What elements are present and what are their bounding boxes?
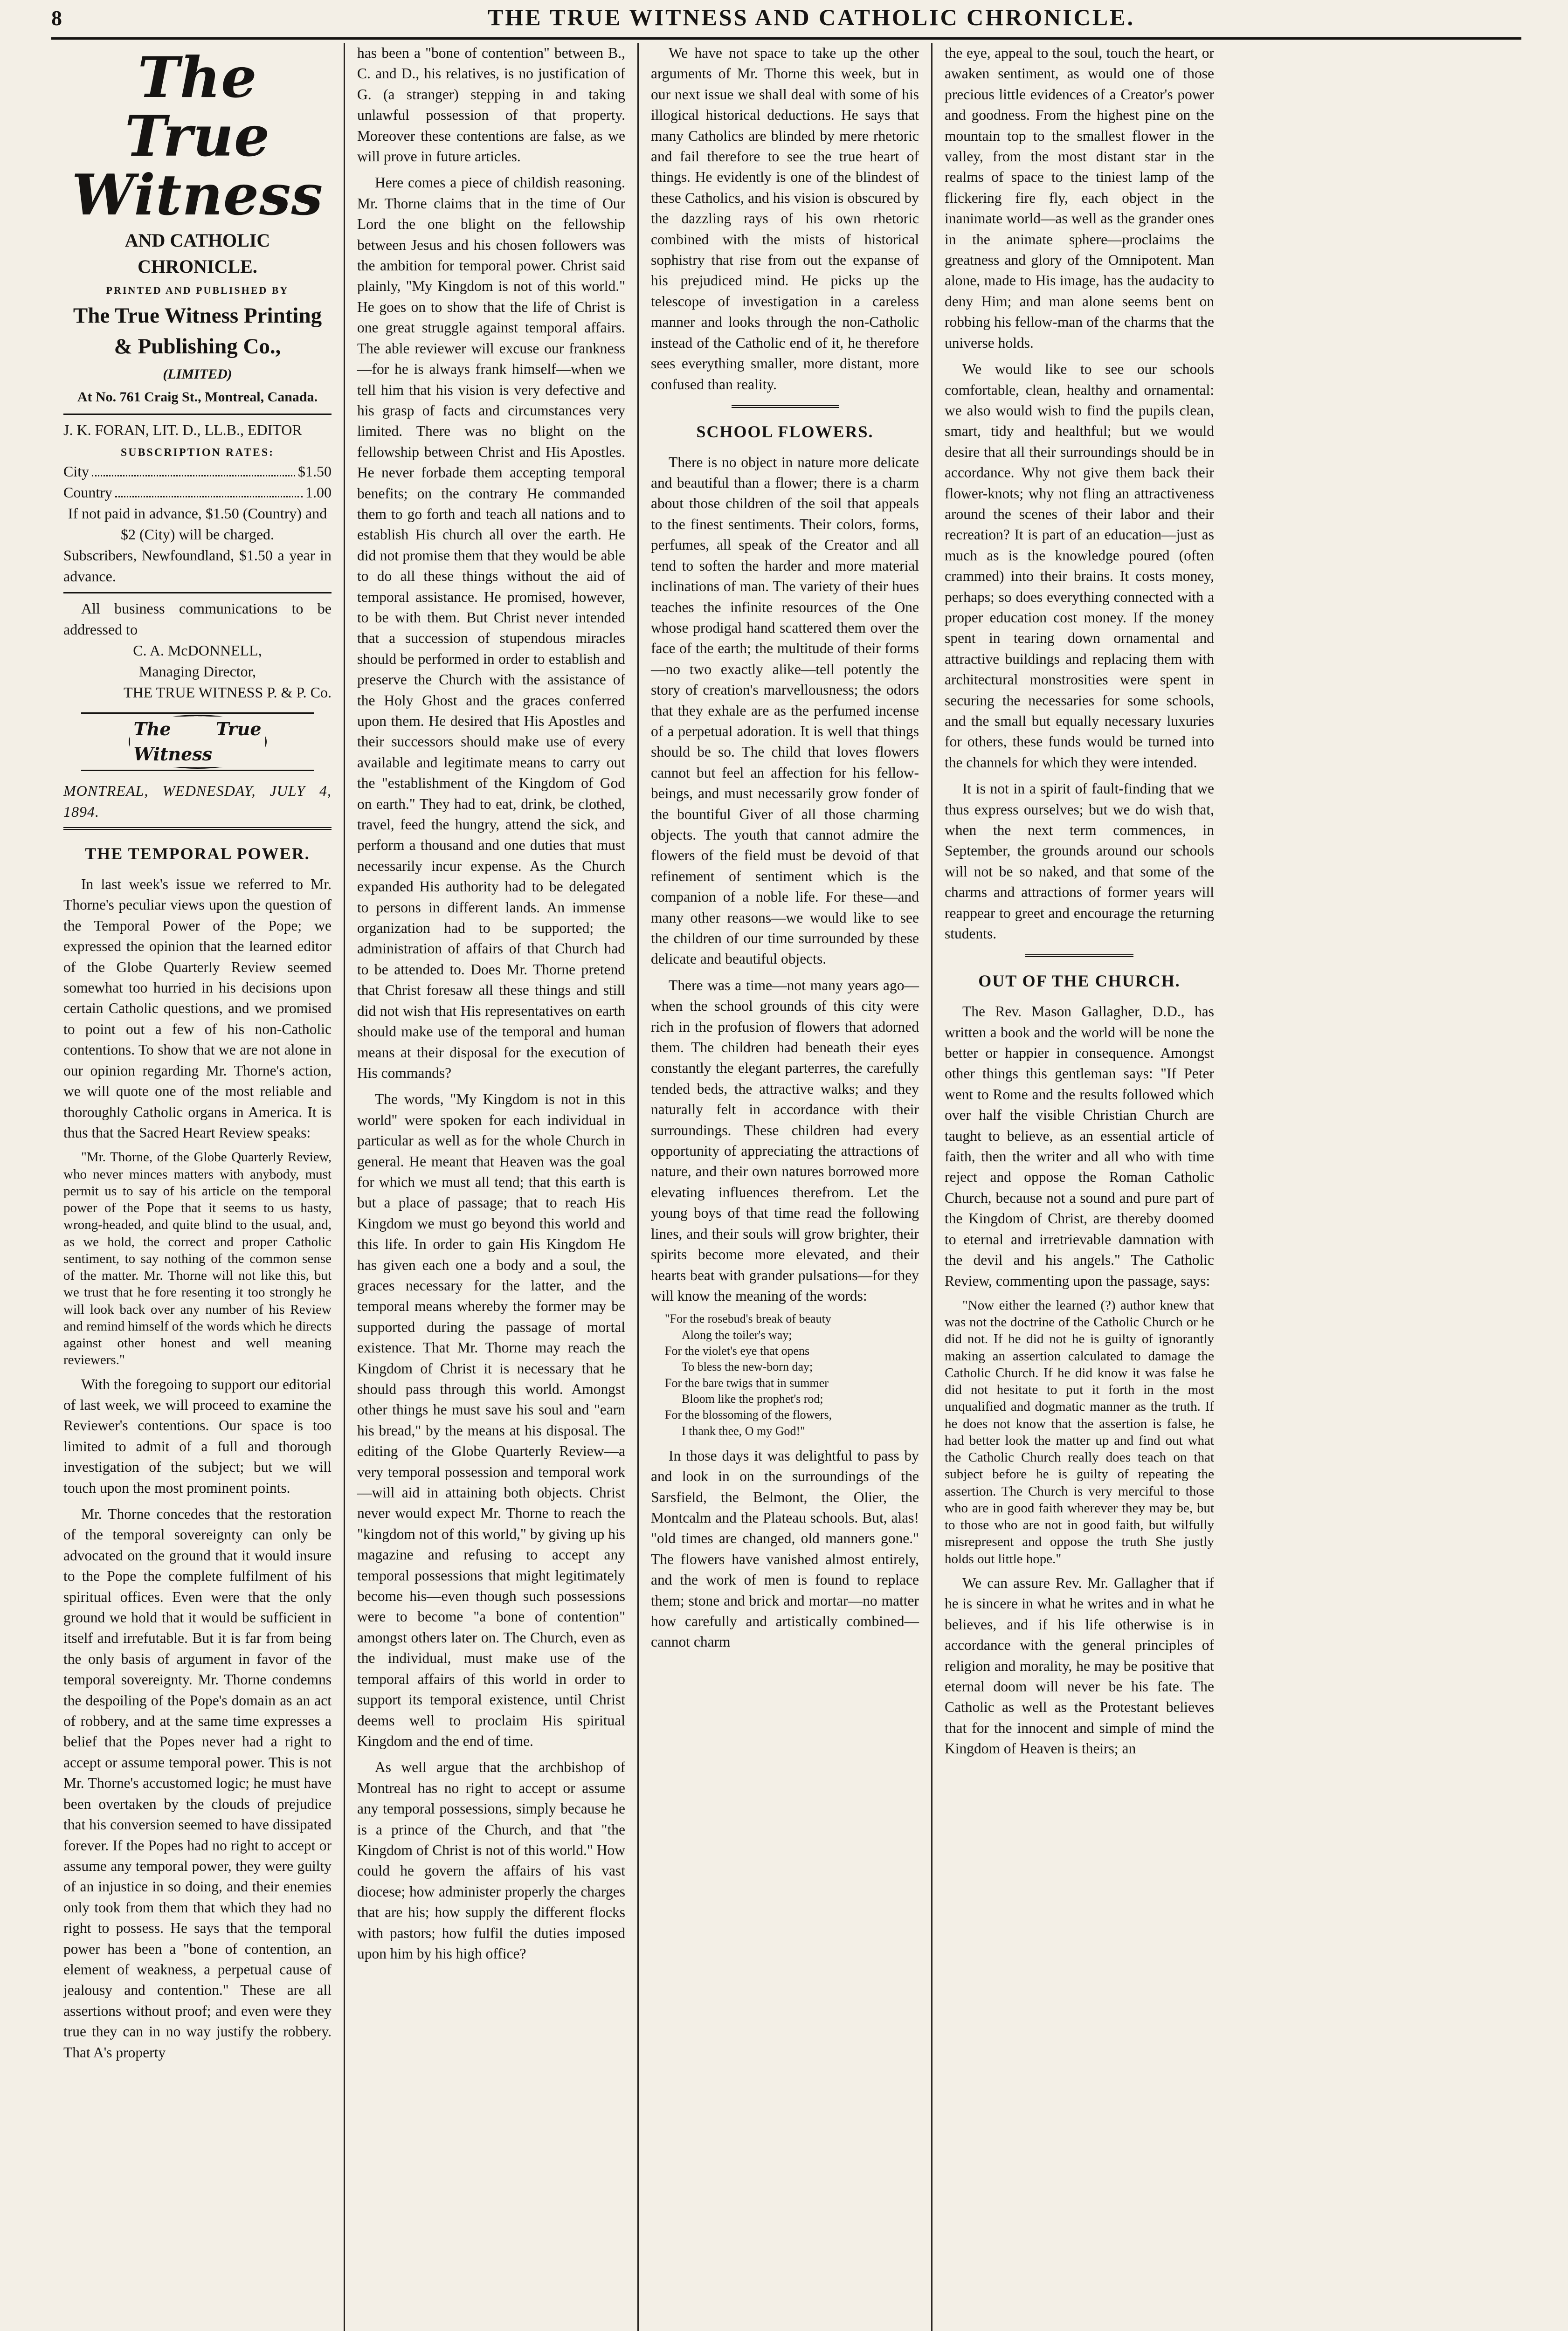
publisher-name: The True Witness Printing & Publishing Co.,: [73, 303, 322, 359]
poem-line: For the blossoming of the flowers,: [665, 1408, 832, 1422]
paragraph: The words, "My Kingdom is not in this world" were spoken for each individual in particular as well as for the whole Church in general. He meant that Heaven was the goal for which we must all tend; that this earth is but a place of passage; that to reach His Kingdom we must go beyond this world and this life. In order to gain His Kingdom He has given each one a body and a soul, the graces necessary for the latter, and the temporal means whereby the former may be supported during the passage of mortal existence. That Mr. Thorne may reach the Kingdom of Christ it is necessary that he should pass through this world. Amongst other things he must save his soul and "earn his bread," by the means at his disposal. The editing of the Globe Quarterly Review—a very temporal possession and temporal work—will aid in attaining both objects. Christ never would expect Mr. Thorne to reach the "kingdom not of this world," by giving up his magazine and refusing to accept any temporal possessions that might legitimately become his—even though such possessions were to become "a bone of contention" amongst others later on. The Church, even as the individual, must make use of the temporal affairs of this world in order to support its temporal existence, until Christ deems well to proclaim His spiritual Kingdom and the end of time.: [357, 1091, 625, 1749]
director-title: Managing Director,: [138, 662, 256, 680]
leader-dots: [92, 461, 295, 476]
rate-price: 1.00: [305, 483, 332, 501]
poem-line: Bloom like the prophet's rod;: [682, 1392, 823, 1406]
leader-dots: [115, 482, 303, 497]
column-1: [51, 43, 345, 2331]
column-4: [933, 43, 1226, 2331]
masthead-title: The True Witness: [71, 45, 324, 228]
poem-line: I thank thee, O my God!": [682, 1424, 805, 1438]
column-3: [639, 43, 933, 2331]
printed-by: PRINTED AND PUBLISHED BY: [106, 284, 289, 296]
paragraph: has been a "bone of contention" between B., C. and D., his relatives, is no justification of G. (a stranger) stepping in and taking unlawful possession of that property. Moreover these contentions are false, as we will prove in future articles.: [357, 45, 625, 165]
block-quote: "Mr. Thorne, of the Globe Quarterly Review, who never minces matters with anybody, must permit us to say of his article on the temporal power of the Pope that it seems to us hasty, wrong-headed, and quite blind to the usual, and, as we hold, the correct and proper Catholic sentiment, to say nothing of the common sense of the matter. Mr. Thorne will not like this, but we trust that he fore resenting it too strongly he will look back over any number of his Review and remind himself of the words which he directs against other honest and well meaning reviewers.": [63, 1150, 332, 1368]
editor-line: J. K. FORAN, LIT. D., LL.B., EDITOR: [63, 421, 302, 438]
rate-row: [63, 461, 332, 482]
paragraph: the eye, appeal to the soul, touch the heart, or awaken sentiment, as would one of those precious little evidences of a Creator's power and goodness. From the highest pine on the mountain top to the smallest flower in the valley, from the most distant star in the realms of space to the tiniest lamp of the flickering fire fly, each object in the inanimate world—as well as the grander ones in the animate sphere—proclaims the greatness and glory of the Omnipotent. Man alone, made to His image, has the audacity to deny Him; and man alone seems bent on robbing his fellow-man of the charms that the universe holds.: [945, 45, 1214, 351]
paragraph: In last week's issue we referred to Mr. Thorne's peculiar views upon the question of the Temporal Power of the Pope; we expressed the opinion that the learned editor of the Globe Quarterly Review seemed somewhat too hurried in his decisions upon certain Catholic questions, and we promised to point out a few of his non-Catholic contentions. To show that we are not alone in our opinion regarding Mr. Thorne's action, we will quote one of the most reliable and thoroughly Catholic organs in America. It is thus that the Sacred Heart Review speaks:: [63, 876, 332, 1141]
rate-label: Country: [63, 483, 112, 501]
paragraph: There is no object in nature more delicate and beautiful than a flower; there is a charm about those children of the soil that appeals to the finest sentiments. Their colors, forms, perfumes, all speak of the Creator and all tend to soften the harder and more material inclinations of man. The variety of their hues teaches the infinite resources of the One whose prodigal hand scattered them over the face of the earth; the multitude of their forms—no two exactly alike—tell potently the story of creation's marvellousness; the odors that they exhale are as the perfumed incense of a perpetual adoration. It is well that things should be so. The child that loves flowers cannot but feel an affection for his fellow-beings, and must necessarily grow fonder of the bountiful Giver of all those charming objects. The youth that cannot admire the flowers of the field must be devoid of that refinement of sentiment which is the companion of a noble life. For these—and many other reasons—we would like to see the children of our time surrounded by these delicate and beautiful objects.: [651, 454, 919, 967]
subscription-heading: SUBSCRIPTION RATES:: [120, 447, 275, 459]
director-company: THE TRUE WITNESS P. & P. Co.: [124, 683, 332, 701]
divider: [63, 592, 332, 593]
seal-emblem: [129, 715, 267, 769]
director-name: C. A. McDONNELL,: [133, 641, 262, 659]
divider: [732, 405, 839, 408]
paragraph: We can assure Rev. Mr. Gallagher that if he is sincere in what he writes and in what he believes, and if his life otherwise is in accordance with the general principles of religion and morality, he may be positive that eternal doom will never be his fate. The Catholic as well as the Protestant believes that for the innocent and simple of mind the Kingdom of Heaven is theirs; an: [945, 1574, 1214, 1757]
block-quote: "Now either the learned (?) author knew that was not the doctrine of the Catholic Church or he did not. If he did not he is guilty of ignorantly making an assertion calculated to damage the Catholic Church. If he did know it was false he did not hesitate to put it forth in the most unqualified and dogmatic manner as the truth. If he does not know that the assertion is false, he had better look the matter up and find out what the Catholic Church really does teach on that subject before he is guilty of repeating the assertion. The Church is very merciful to those who are in good faith wherever they may be, but to those who are not in good faith, but wilfully misrepresent and oppose the truth She justly holds out little hope.": [945, 1297, 1214, 1566]
divider: [63, 414, 332, 415]
paragraph: With the foregoing to support our editorial of last week, we will proceed to examine the Reviewer's contentions. Our space is too limited to admit of a full and thorough investigation of the subject; but we will touch upon the most prominent points.: [63, 1376, 332, 1496]
paragraph: Mr. Thorne concedes that the restoration of the temporal sovereignty can only be advocated on the ground that it would insure to the Pope the complete fulfilment of his spiritual offices. Even were that the only ground we hold that it would be sufficient in itself and irrefutable. But it is far from being the only basis of argument in favor of the temporal sovereignty. Mr. Thorne condemns the despoiling of the Pope's domain as an act of robbery, and at the same time expresses a belief that the Popes never had a right to accept or assume temporal power. This is not Mr. Thorne's accustomed logic; he must have been overtaken by the clouds of prejudice that his conversion seemed to have dissipated forever. If the Popes had no right to accept or assume any temporal power, they were guilty of an injustice in so doing, and their enemies only took from them that which they had no right to possess. He says that the temporal power has been a "bone of contention, an element of weakness, a perpetual cause of jealousy and contention." These are all assertions without proof; and even were they true they can in no way justify the robbery. That A's property: [63, 1506, 332, 2061]
header-rule: [51, 37, 1521, 40]
article-heading: OUT OF THE CHURCH.: [978, 972, 1181, 991]
paragraph: We would like to see our schools comfortable, clean, healthy and ornamental: we also would wish to find the pupils clean, smart, tidy and healthful; but we would desire that all their surroundings should be in accordance. Why not give them back their flower-knots; why not fling an attractiveness around the scenes of their labor and their recreation? It is part of an education—just as much as is the knowledge poured (often crammed) into their brains. It costs money, perhaps; so does everything connected with a proper education cost money. If the money spent in tearing down ornamental and attractive buildings and replacing them with architectural monstrosities were spent in securing the necessaries for some schools, and the small but equally necessary luxuries for others, these funds would be turned into the channels for which they were intended.: [945, 361, 1214, 771]
rate-price: $1.50: [298, 462, 332, 480]
poem-line: For the violet's eye that opens: [665, 1344, 810, 1358]
rate-label: City: [63, 462, 90, 480]
paragraph: The Rev. Mason Gallagher, D.D., has written a book and the world will be none the better or happier in consequence. Amongst other things this gentleman says: "If Peter went to Rome and the results followed which over half the visible Christian Church are taught to believe, as an essential article of faith, then the writer and all who with time reject and oppose the Roman Catholic Church, because not a sound and pure part of the Kingdom of Christ, are thereby doomed to eternal and irretrievable damnation with the devil and his angels." The Catholic Review, commenting upon the passage, says:: [945, 1003, 1214, 1289]
rate-row: [63, 482, 332, 503]
paragraph: As well argue that the archbishop of Montreal has no right to accept or assume any temporal possessions, simply because he is a prince of the Church, and that "the Kingdom of Christ is not of this world." How could he govern the affairs of his vast diocese; how administer properly the charges that are his; how supply the different flocks with pastors; how fulfil the duties imposed upon him by his high office?: [357, 1759, 625, 1962]
poem-line: For the bare twigs that in summer: [665, 1376, 829, 1390]
paragraph: We have not space to take up the other arguments of Mr. Thorne this week, but in our next issue we shall deal with some of his illogical historical deductions. He says that many Catholics are blinded by mere rhetoric and fail therefore to see the true heart of things. He evidently is one of the blindest of these Catholics, and his vision is obscured by the dazzling rays of his own rhetoric combined with the mists of historical sophistry that rise from out the expanse of his prejudiced mind. He picks up the telescope of investigation in a careless manner and looks through the non-Catholic instead of the Catholic end of it, he therefore sees everything smaller, more distant, more confused than reality.: [651, 45, 919, 393]
running-head: THE TRUE WITNESS AND CATHOLIC CHRONICLE.: [487, 4, 1135, 30]
page-number: 8: [51, 6, 62, 30]
poem: [665, 1311, 919, 1439]
article-heading: THE TEMPORAL POWER.: [85, 844, 310, 863]
poem-line: To bless the new-born day;: [682, 1360, 813, 1374]
seal-text: The True Witness: [130, 717, 265, 766]
paragraph: Here comes a piece of childish reasoning. Mr. Thorne claims that in the time of Our Lord the one blight on the fellowship between Jesus and his chosen followers was the ambition for temporal power. Christ said plainly, "My Kingdom is not of this world." He goes on to show that the life of Christ is one great struggle against temporal affairs. The able reviewer will excuse our frankness—for he is always frank himself—when we tell him that his vision is very defective and his grasp of facts and circumstances very limited. There was no blight on the fellowship between Christ and His Apostles. He never forbade them accepting temporal benefits; on the contrary He commanded them to go forth and teach all nations and to establish His church all over the earth. He did not promise them that they would be able to do all these things without the aid of temporal assistance. He promised, however, to be with them. But Christ never intended that a succession of stupendous miracles should be performed in order to establish and preserve the Church with the assistance of the Holy Ghost and the graces conferred upon them. He desired that His Apostles and their successors should make use of every available and legitimate means to carry out the "establishment of the Kingdom of God on earth." They had to eat, drink, be clothed, travel, feed the hungry, attend the sick, and perform a thousand and one duties that must necessarily incur expense. As the Church expanded His authority had to be delegated to persons in different lands. An immense organization had to be supported; the administration of affairs of that Church had to be attended to. Does Mr. Thorne pretend that Christ foresaw all these things and still did not wish that His representatives on earth should make use of the temporal and human means at their disposal for the execution of His commands?: [357, 174, 625, 1081]
publisher-address: At No. 761 Craig St., Montreal, Canada.: [77, 389, 318, 405]
rate-note: If not paid in advance, $1.50 (Country) and $2 (City) will be charged.: [68, 505, 327, 543]
divider: [63, 827, 332, 830]
paragraph: There was a time—not many years ago—when the school grounds of this city were rich in the profusion of flowers that adorned them. The children had beneath their eyes constantly the elegant parterres, the carefully tended beds, the attractive walks; and they naturally felt in accordance with their surroundings. These children had every opportunity of appreciating the attractions of nature, and their own natures borrowed more elevating influences therefrom. Let the young boys of that time read the following lines, and their souls will grow brighter, their spirits become more elevated, and their hearts beat with grander pulsations—for they will know the meaning of the words:: [651, 977, 919, 1304]
poem-line: "For the rosebud's break of beauty: [665, 1312, 831, 1326]
divider: [1025, 954, 1133, 957]
masthead-seal: [81, 712, 314, 771]
paragraph: In those days it was delightful to pass by and look in on the surroundings of the Sarsfield, the Belmont, the Olier, the Montcalm and the Plateau schools. But, alas! "old times are changed, old manners gone." The flowers have vanished almost entirely, and the work of men is found to replace them; stone and brick and mortar—no matter how carefully and artistically combined—cannot charm: [651, 1447, 919, 1650]
newspaper-columns: [51, 43, 1522, 2331]
business-note: All business communications to be addressed to: [63, 600, 332, 638]
masthead-subtitle: AND CATHOLIC CHRONICLE.: [124, 230, 270, 277]
article-heading: SCHOOL FLOWERS.: [696, 422, 874, 441]
column-2: [345, 43, 639, 2331]
paragraph: It is not in a spirit of fault-finding that we thus express ourselves; but we do wish that, when the next term commences, in September, the grounds around our schools will not be so naked, and that some of the charms and attractions of former years will reappear to greet and encourage the returning students.: [945, 780, 1214, 942]
newfoundland-note: Subscribers, Newfoundland, $1.50 a year in advance.: [63, 547, 332, 585]
publisher-limited: (LIMITED): [163, 366, 232, 382]
poem-line: Along the toiler's way;: [682, 1328, 792, 1342]
dateline: MONTREAL, WEDNESDAY, JULY 4, 1894.: [63, 782, 332, 821]
